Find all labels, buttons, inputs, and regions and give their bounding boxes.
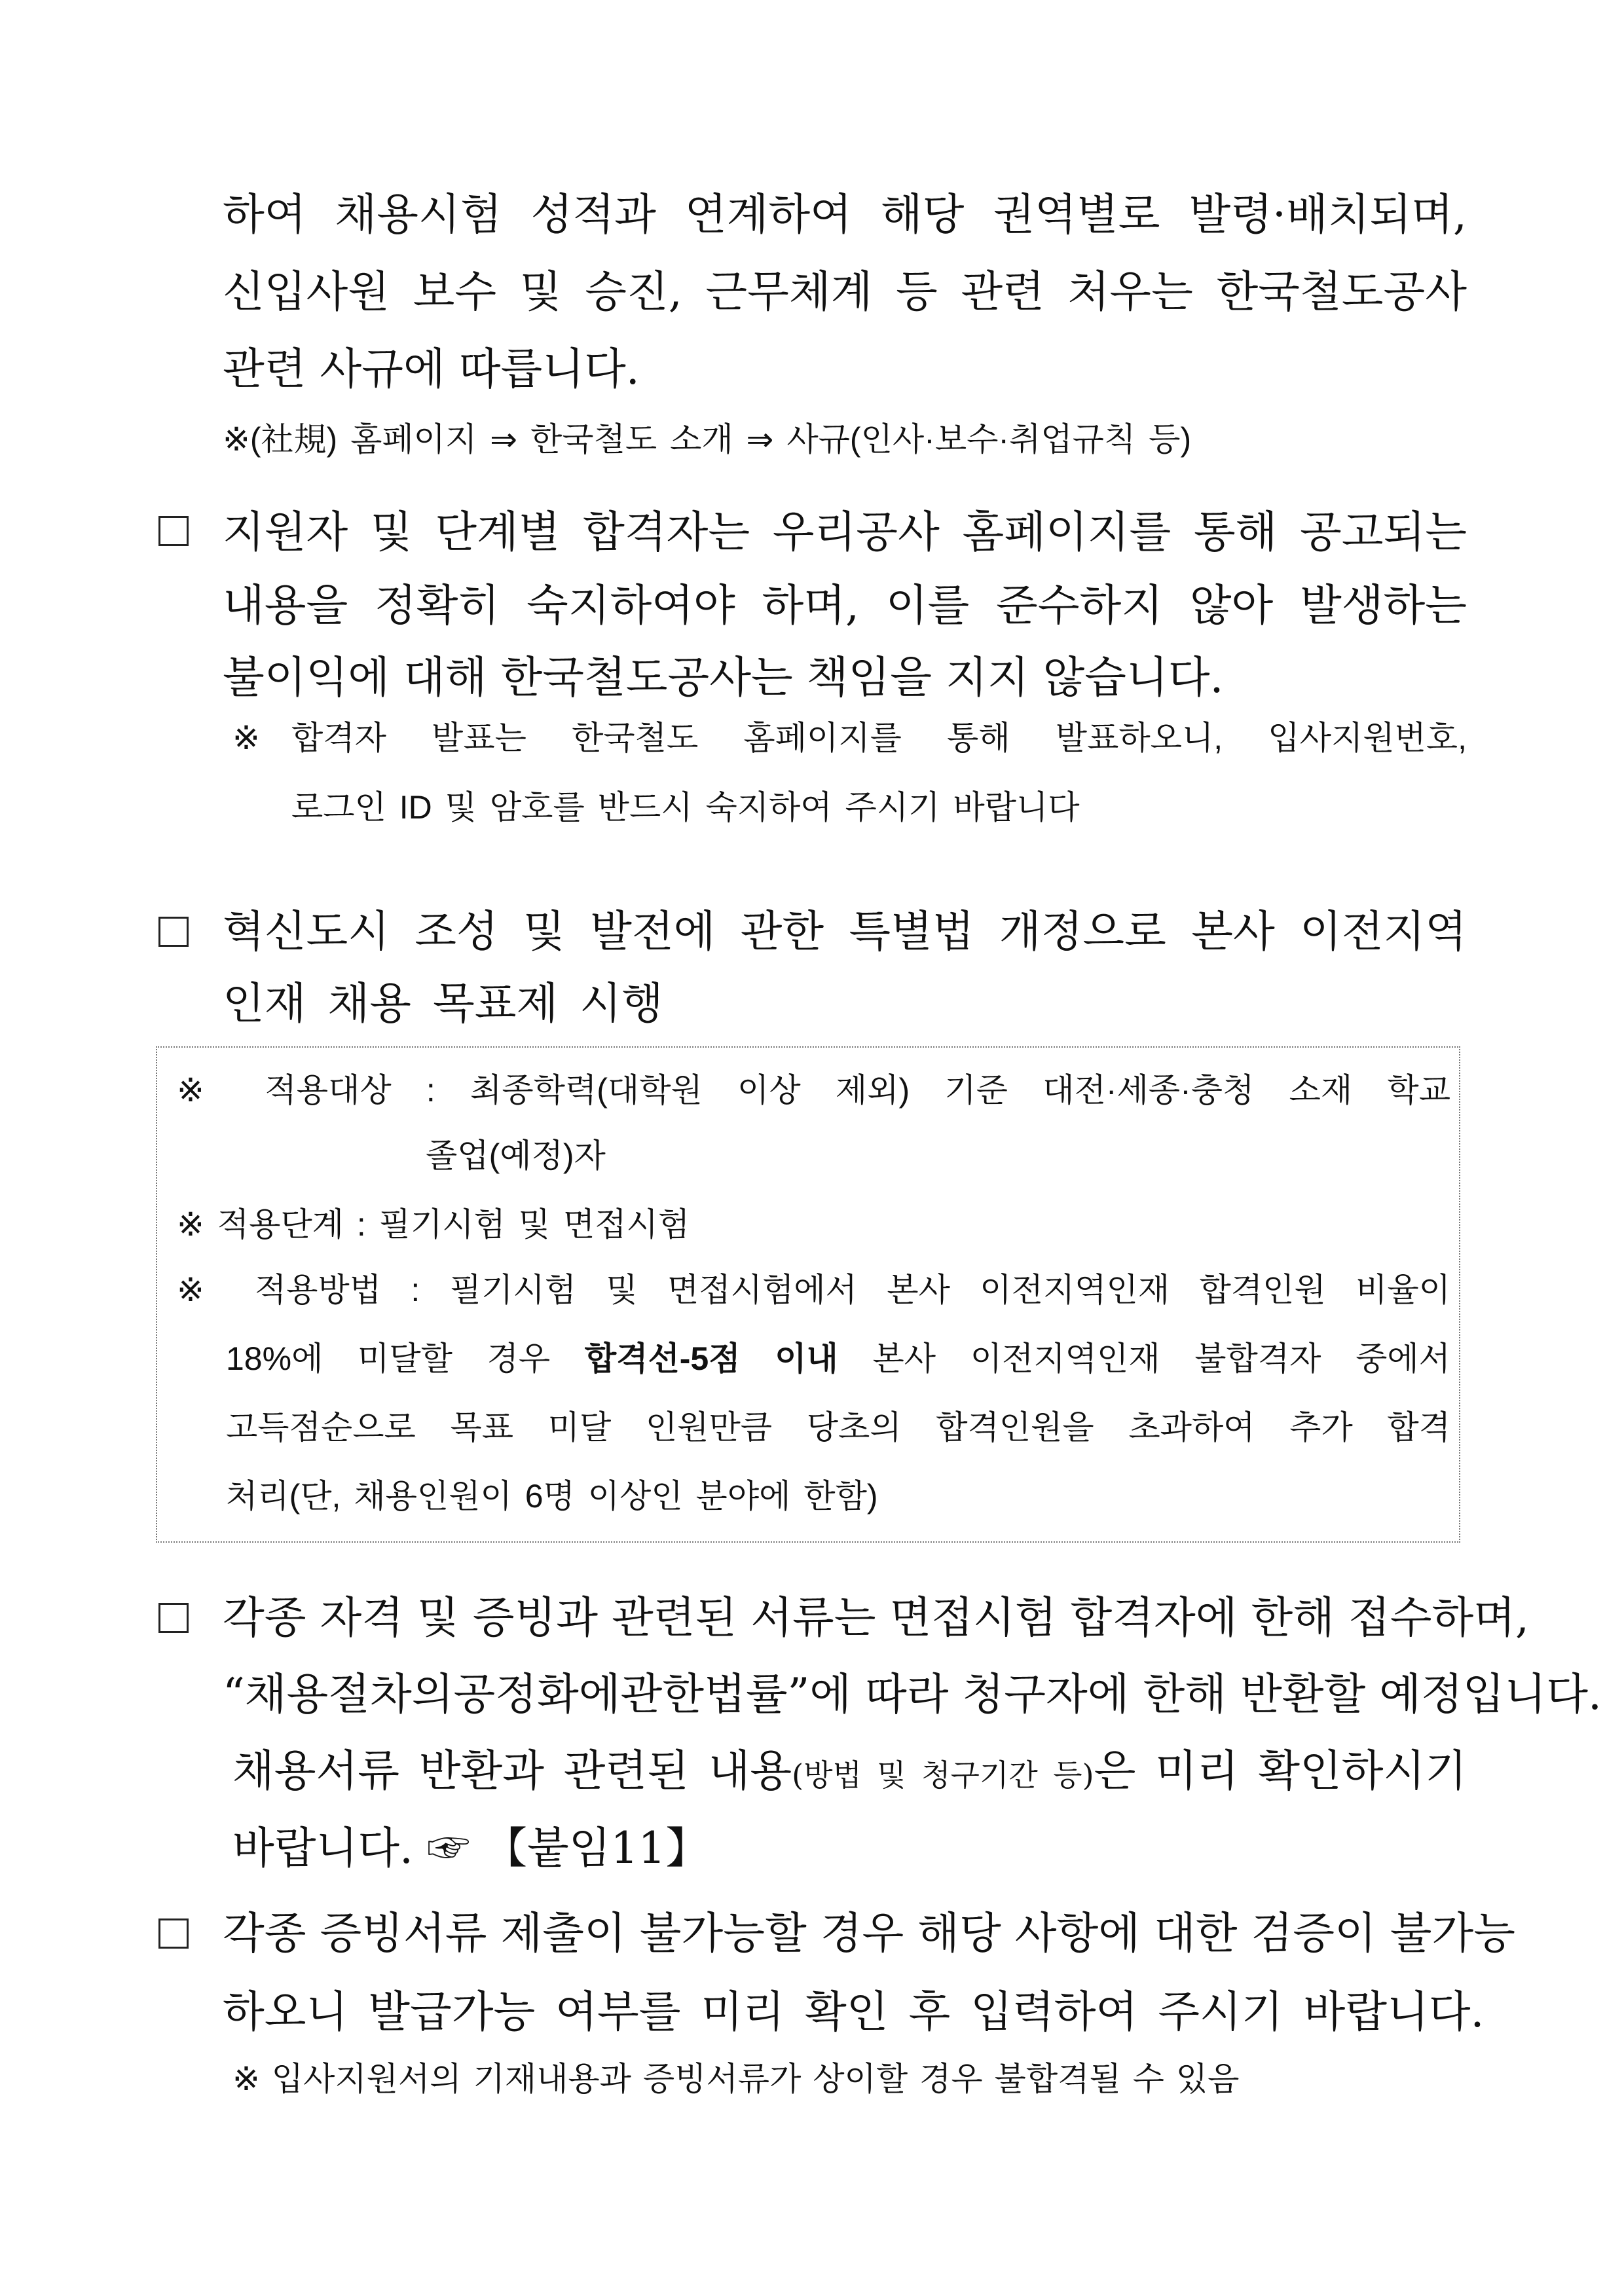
note-line: ※(社規) 홈페이지 ⇒ 한국철도 소개 ⇒ 사규(인사·보수·취업규칙 등) (223, 421, 1192, 458)
section-documents-line: 바랍니다. ☞ 【붙임11】 (232, 1823, 709, 1873)
checkbox-bullet-icon (158, 1603, 189, 1633)
checkbox-bullet-icon (158, 917, 189, 947)
section-proof-line: 하오니 발급가능 여부를 미리 확인 후 입력하여 주시기 바랍니다. (223, 1987, 1485, 2037)
section-notice-line: 내용을 정확히 숙지하여야 하며, 이를 준수하지 않아 발생하는 (223, 580, 1467, 631)
checkbox-bullet-icon (158, 516, 189, 546)
emphasis-text: 합격선-5점 이내 (584, 1340, 838, 1377)
box-line: ※ 적용단계 : 필기시험 및 면접시험 (177, 1206, 690, 1243)
section-documents-line: “채용절차의공정화에관한법률”에 따라 청구자에 한해 반환할 예정입니다. (223, 1669, 1602, 1719)
box-text: 본사 이전지역인재 불합격자 중에서 (838, 1340, 1450, 1377)
section-notice-line: 불이익에 대해 한국철도공사는 책임을 지지 않습니다. (223, 652, 1224, 703)
note-line: ※ 입사지원서의 기재내용과 증빙서류가 상이할 경우 불합격될 수 있음 (232, 2061, 1240, 2097)
section-relocation-line: 혁신도시 조성 및 발전에 관한 특별법 개정으로 본사 이전지역 (223, 906, 1467, 957)
section-notice-line: 지원자 및 단계별 합격자는 우리공사 홈페이지를 통해 공고되는 (223, 507, 1467, 557)
section-documents-line (232, 1743, 1467, 1803)
checkbox-bullet-icon (158, 1919, 189, 1949)
section-documents-line: 각종 자격 및 증빙과 관련된 서류는 면접시험 합격자에 한해 접수하며, (223, 1592, 1529, 1643)
note-line: 합격자 발표는 한국철도 홈페이지를 통해 발표하오니, 입사지원번호, (291, 720, 1467, 756)
box-line: ※ 적용방법 : 필기시험 및 면접시험에서 본사 이전지역인재 합격인원 비율이 (177, 1272, 1450, 1308)
section-relocation-line: 인재 채용 목표제 시행 (223, 978, 663, 1029)
reference-mark: ※ (232, 720, 260, 756)
paragraph-line: 하여 채용시험 성적과 연계하여 해당 권역별로 발령·배치되며, (223, 189, 1467, 240)
note-line: 로그인 ID 및 암호를 반드시 숙지하여 주시기 바랍니다 (291, 789, 1080, 826)
box-line: ※ 적용대상 : 최종학력(대학원 이상 제외) 기준 대전·세종·충청 소재 학교 (177, 1072, 1450, 1109)
section-proof-line: 각종 증빙서류 제출이 불가능할 경우 해당 사항에 대한 검증이 불가능 (223, 1908, 1515, 1958)
box-line: 졸업(예정)자 (426, 1137, 606, 1174)
paragraph-line: 신입사원 보수 및 승진, 근무체계 등 관련 처우는 한국철도공사 (223, 266, 1467, 317)
box-line: 고득점순으로 목표 미달 인원만큼 당초의 합격인원을 초과하여 추가 합격 (226, 1409, 1450, 1446)
doc-text: 채용서류 반환과 관련된 내용 (232, 1746, 792, 1796)
doc-text: 은 미리 확인하시기 (1094, 1746, 1467, 1796)
box-line: 처리(단, 채용인원이 6명 이상인 분야에 한함) (226, 1478, 878, 1515)
doc-small-text: (방법 및 청구기간 등) (792, 1757, 1094, 1793)
paragraph-line: 관련 사규에 따릅니다. (223, 344, 640, 394)
box-text: 18%에 미달할 경우 (226, 1340, 585, 1377)
box-line (226, 1336, 1450, 1382)
